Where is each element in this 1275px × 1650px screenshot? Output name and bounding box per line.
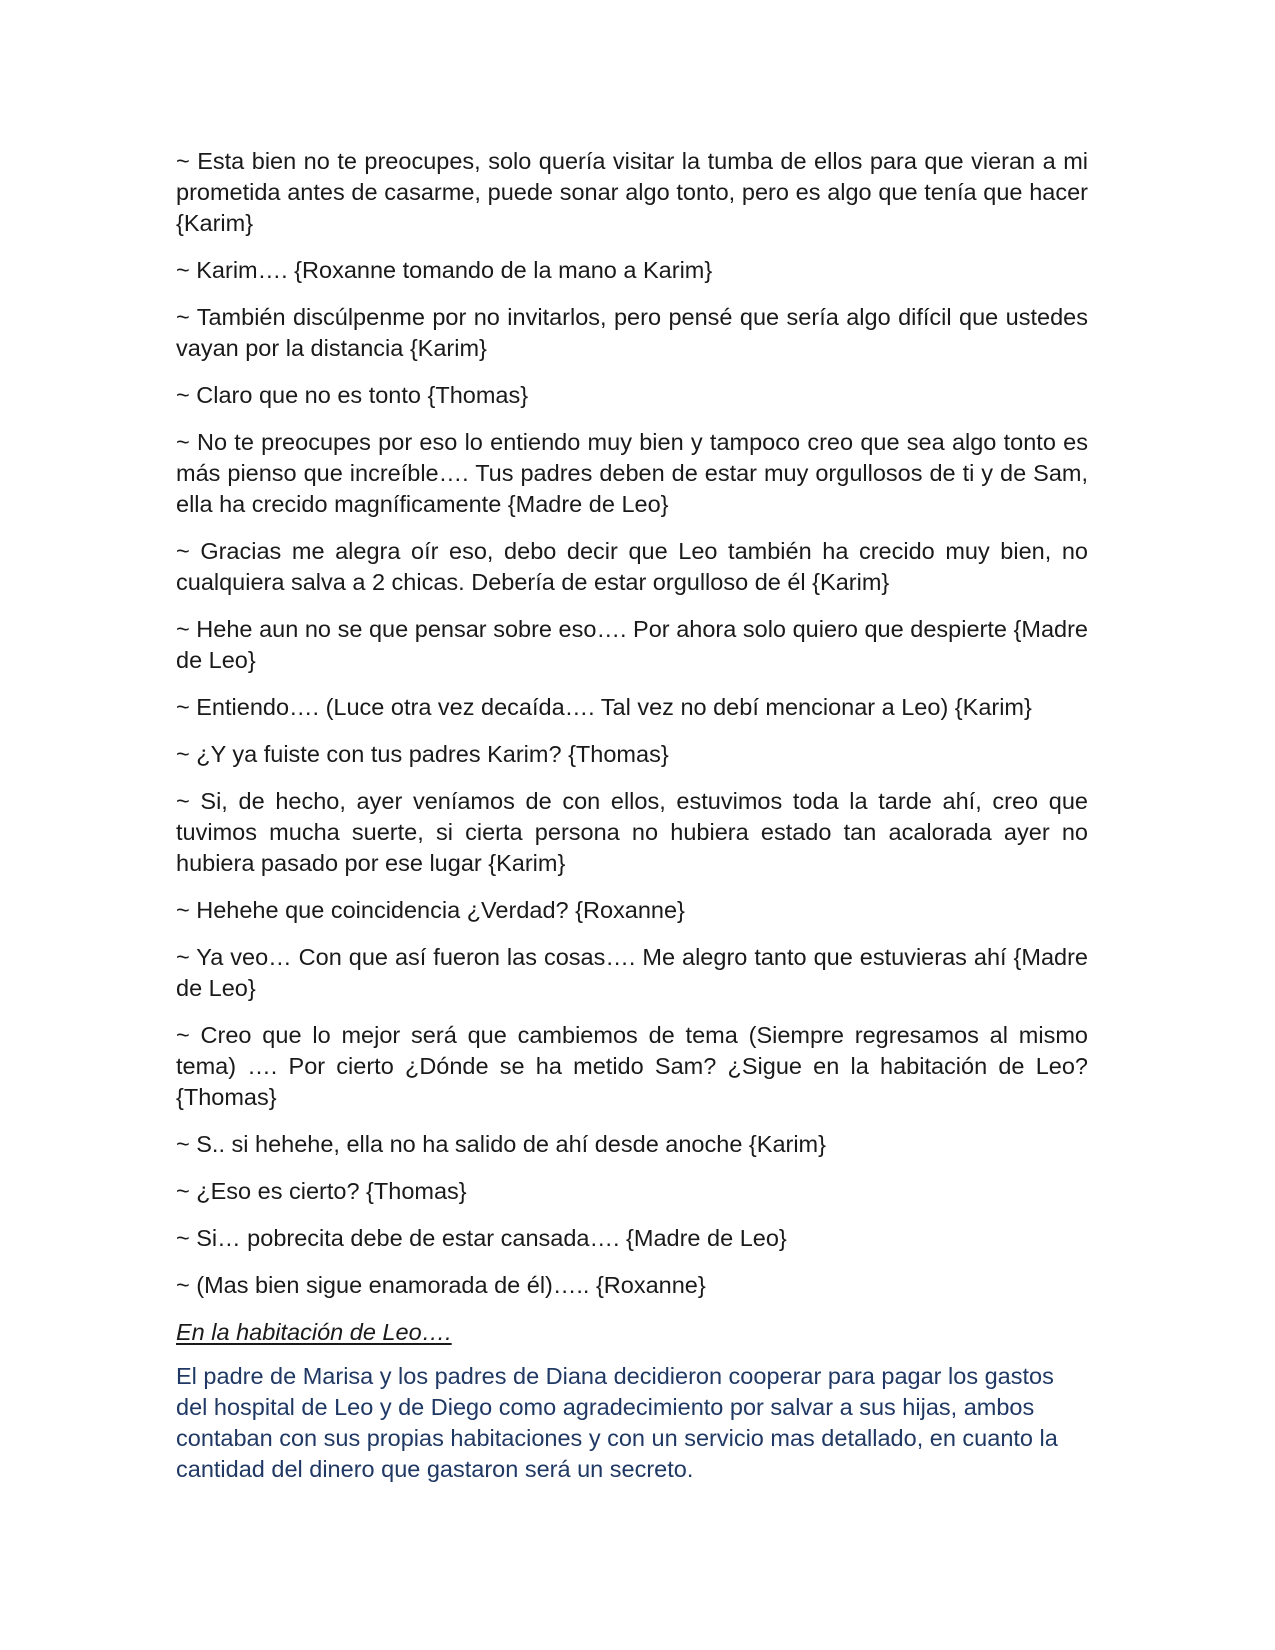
dialogue-line: ~ ¿Y ya fuiste con tus padres Karim? {Thomas}: [176, 741, 669, 767]
dialogue-line: ~ Si, de hecho, ayer veníamos de con ellos, estuvimos toda la tarde ahí, creo que tuvimos mucha suerte, si cierta persona no hubiera estado tan acalorada ayer no hubiera pasado por ese lugar {Karim}: [176, 788, 1088, 876]
scene-heading: En la habitación de Leo….: [176, 1319, 452, 1345]
dialogue-line: ~ Ya veo… Con que así fueron las cosas…. Me alegro tanto que estuvieras ahí {Madre de Leo}: [176, 944, 1088, 1001]
document-page: [176, 146, 1088, 1485]
dialogue-line: ~ Entiendo…. (Luce otra vez decaída…. Tal vez no debí mencionar a Leo) {Karim}: [176, 694, 1032, 720]
dialogue-line: ~ Hehehe que coincidencia ¿Verdad? {Roxanne}: [176, 897, 685, 923]
dialogue-line: ~ Claro que no es tonto {Thomas}: [176, 382, 529, 408]
dialogue-line: ~ También discúlpenme por no invitarlos, pero pensé que sería algo difícil que ustedes vayan por la distancia {Karim}: [176, 304, 1088, 361]
dialogue-line: ~ No te preocupes por eso lo entiendo muy bien y tampoco creo que sea algo tonto es más pienso que increíble…. Tus padres deben de estar muy orgullosos de ti y de Sam, ella ha crecido magníficamente {Madre de Leo}: [176, 429, 1088, 517]
narrative-paragraph: El padre de Marisa y los padres de Diana decidieron cooperar para pagar los gastos del hospital de Leo y de Diego como agradecimiento por salvar a sus hijas, ambos contaban con sus propias habitaciones y con un servicio mas detallado, en cuanto la cantidad del dinero que gastaron será un secreto.: [176, 1363, 1058, 1482]
dialogue-line: ~ Esta bien no te preocupes, solo quería visitar la tumba de ellos para que vieran a mi prometida antes de casarme, puede sonar algo tonto, pero es algo que tenía que hacer {Karim}: [176, 148, 1088, 236]
dialogue-line: ~ (Mas bien sigue enamorada de él)….. {Roxanne}: [176, 1272, 706, 1298]
dialogue-line: ~ S.. si hehehe, ella no ha salido de ahí desde anoche {Karim}: [176, 1131, 826, 1157]
dialogue-line: ~ Si… pobrecita debe de estar cansada…. {Madre de Leo}: [176, 1225, 787, 1251]
dialogue-line: ~ Creo que lo mejor será que cambiemos de tema (Siempre regresamos al mismo tema) …. Por cierto ¿Dónde se ha metido Sam? ¿Sigue en la habitación de Leo? {Thomas}: [176, 1022, 1088, 1110]
dialogue-line: ~ ¿Eso es cierto? {Thomas}: [176, 1178, 467, 1204]
dialogue-line: ~ Gracias me alegra oír eso, debo decir que Leo también ha crecido muy bien, no cualquiera salva a 2 chicas. Debería de estar orgulloso de él {Karim}: [176, 538, 1088, 595]
dialogue-line: ~ Hehe aun no se que pensar sobre eso…. Por ahora solo quiero que despierte {Madre de Leo}: [176, 616, 1088, 673]
dialogue-line: ~ Karim…. {Roxanne tomando de la mano a Karim}: [176, 257, 713, 283]
